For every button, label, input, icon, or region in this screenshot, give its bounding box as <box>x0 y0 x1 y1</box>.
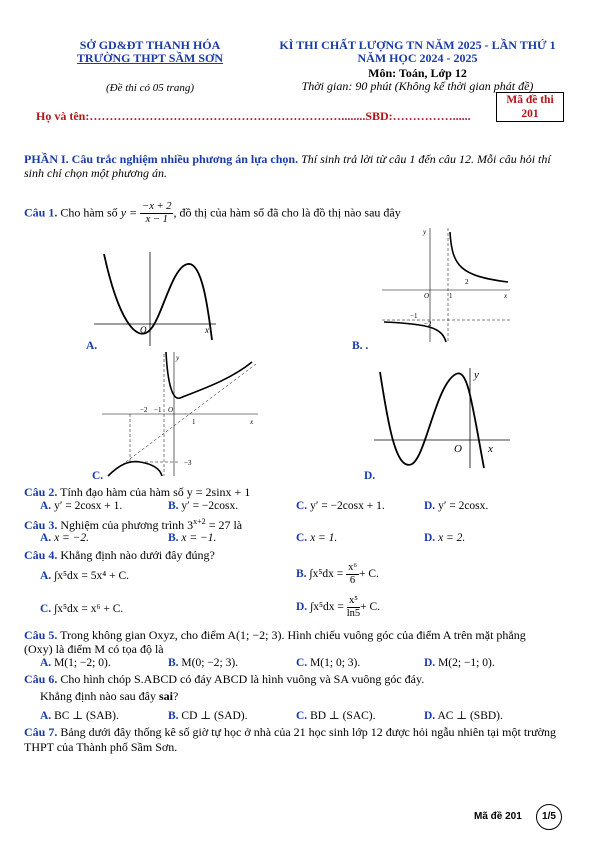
subject: Môn: Toán, Lớp 12 <box>368 66 467 80</box>
svg-text:−3: −3 <box>184 459 192 467</box>
graph-a <box>90 248 220 348</box>
q6-stem-2: Khẳng định nào sau đây sai? <box>40 689 179 703</box>
svg-text:O: O <box>424 292 430 300</box>
pages-note: (Đề thi có 05 trang) <box>106 82 194 94</box>
graph-d <box>372 364 512 472</box>
q4-option-b[interactable]: B. ∫x⁵dx = $\frac{\text{x⁶}}{6}$ + C. <box>296 562 379 586</box>
q5-option-a[interactable]: A. M(1; −2; 0). <box>40 657 111 669</box>
q6-option-a[interactable]: A. BC ⊥ (SAB). <box>40 710 119 722</box>
q4-option-a[interactable]: A. ∫x⁵dx = 5x⁴ + C. <box>40 570 129 582</box>
q5-option-b[interactable]: B. M(0; −2; 3). <box>168 657 239 669</box>
q2-option-b[interactable]: B. y′ = −2cosx. <box>168 500 239 512</box>
graph-c <box>100 350 260 478</box>
exam-code-value: 201 <box>521 108 539 120</box>
q2-option-a[interactable]: A. y′ = 2cosx + 1. <box>40 500 123 512</box>
svg-text:1: 1 <box>449 292 453 300</box>
q6-option-c[interactable]: C. BD ⊥ (SAC). <box>296 710 376 722</box>
q3-option-c[interactable]: C. x = 1. <box>296 532 338 544</box>
q3-option-d[interactable]: D. x = 2. <box>424 532 466 544</box>
q2-option-c[interactable]: C. y′ = −2cosx + 1. <box>296 500 385 512</box>
department-name: SỞ GD&ĐT THANH HÓA <box>79 38 221 52</box>
svg-text:−2: −2 <box>140 406 148 414</box>
q5-stem: Câu 5. Trong không gian Oxyz, cho điểm A(1; −2; 3). Hình chiếu vuông góc của điểm A trên mặt phẳng <box>24 628 526 642</box>
q5-option-d[interactable]: D. M(2; −1; 0). <box>424 657 495 669</box>
svg-text:y: y <box>474 369 479 381</box>
q4-option-c[interactable]: C. ∫x⁵dx = x⁶ + C. <box>40 603 124 615</box>
part1-heading <box>24 152 584 167</box>
svg-text:x: x <box>504 292 508 300</box>
q6-option-b[interactable]: B. CD ⊥ (SAD). <box>168 710 248 722</box>
school-name: TRƯỜNG THPT SẦM SƠN <box>76 51 224 65</box>
svg-text:x: x <box>250 418 254 426</box>
q1-option-c[interactable]: C. <box>92 470 104 482</box>
exam-code-box <box>496 92 564 122</box>
footer-exam-code: Mã đề 201 <box>474 811 522 822</box>
q1-option-a[interactable]: A. <box>86 340 98 352</box>
q3-stem: Câu 3. Nghiệm của phương trình $3^{x+2} = 27$ là <box>24 517 243 532</box>
page-number: 1/5 <box>536 804 562 830</box>
svg-text:O: O <box>168 406 174 414</box>
time-limit: Thời gian: 90 phút (Không kể thời gian phát đề) <box>301 79 534 93</box>
q6-stem: Câu 6. Cho hình chóp S.ABCD có đáy ABCD là hình vuông và SA vuông góc đáy. <box>24 672 425 686</box>
graph-a-x: x <box>205 325 209 335</box>
svg-text:y: y <box>176 354 180 362</box>
svg-text:O: O <box>454 443 462 455</box>
exam-title: KÌ THI CHẤT LƯỢNG TN NĂM 2025 - LẦN THỨ 1 <box>279 38 556 52</box>
q1-option-d[interactable]: D. <box>364 470 376 482</box>
svg-text:y: y <box>423 228 427 236</box>
q1-stem: Câu 1. Cho hàm số y = $\frac{-x + 2}{x - 1}$ , đồ thị của hàm số đã cho là đồ thị nào sau đây <box>24 201 401 225</box>
svg-text:2: 2 <box>465 278 469 286</box>
q7-stem-2: THPT của Thành phố Sầm Sơn. <box>24 740 178 754</box>
q4-option-d[interactable]: D. ∫x⁵dx = $\frac{\text{x⁵}}{\ln 5}$ + C. <box>296 595 381 619</box>
school-year: NĂM HỌC 2024 - 2025 <box>357 51 478 65</box>
graph-b <box>380 226 512 344</box>
graph-a-origin: O <box>140 325 147 335</box>
q3-option-b[interactable]: B. x = −1. <box>168 532 217 544</box>
part1-title: PHẦN I. Câu trắc nghiệm nhiều phương án lựa chọn. <box>24 152 299 166</box>
part1-instruction: Thí sinh trả lời từ câu 1 đến câu 12. Mỗi câu hỏi thí <box>298 152 551 166</box>
q5-stem-2: (Oxy) là điểm M có tọa độ là <box>24 642 164 656</box>
svg-text:x: x <box>488 443 493 455</box>
svg-text:−2: −2 <box>424 320 432 328</box>
q1-option-b[interactable]: B. . <box>352 340 369 352</box>
q7-stem: Câu 7. Bảng dưới đây thống kê số giờ tự học ở nhà của 21 học sinh lớp 12 được hỏi ngẫu nhiên tại một trường <box>24 725 557 739</box>
svg-text:1: 1 <box>192 418 196 426</box>
q2-option-d[interactable]: D. y′ = 2cosx. <box>424 500 489 512</box>
name-line: Họ và tên:………………………………………………………........SBD:……………...... <box>36 109 471 123</box>
part1-instruction2: sinh chỉ chọn một phương án. <box>24 166 167 180</box>
q2-stem: Câu 2. Tính đạo hàm của hàm số y = 2sinx + 1 <box>24 485 251 499</box>
svg-text:−1: −1 <box>154 406 162 414</box>
svg-text:−1: −1 <box>410 312 418 320</box>
exam-code-label: Mã đề thi <box>506 94 554 106</box>
q6-option-d[interactable]: D. AC ⊥ (SBD). <box>424 710 503 722</box>
q5-option-c[interactable]: C. M(1; 0; 3). <box>296 657 361 669</box>
q3-option-a[interactable]: A. x = −2. <box>40 532 90 544</box>
q4-stem: Câu 4. Khẳng định nào dưới đây đúng? <box>24 548 215 562</box>
